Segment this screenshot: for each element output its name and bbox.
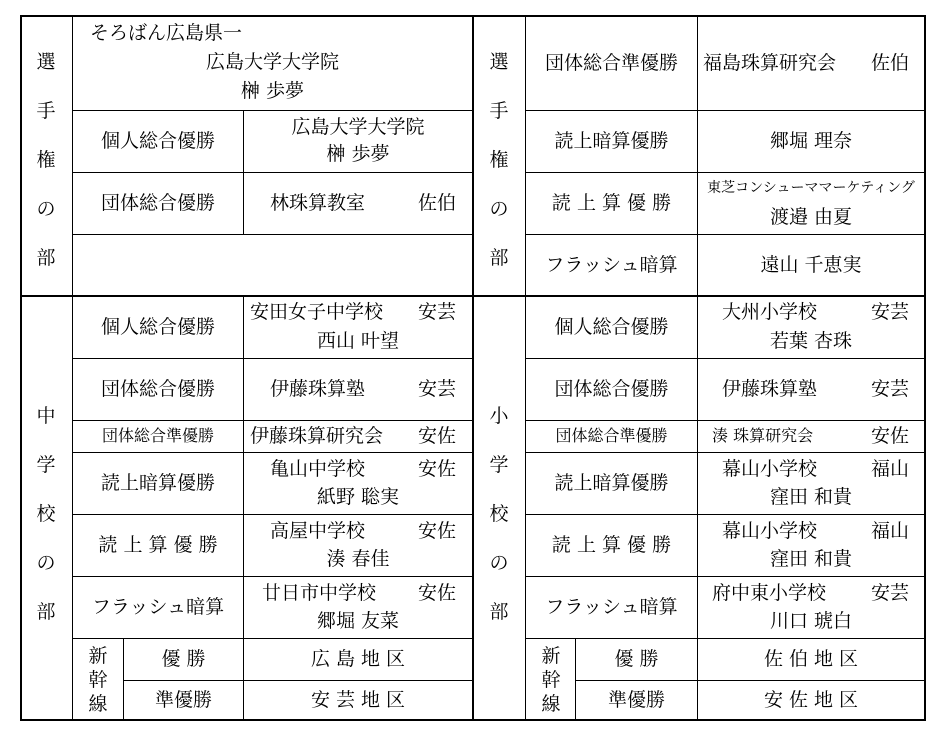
winner-school: 高屋中学校 bbox=[270, 520, 366, 542]
hiroshima-champion-school: 広島大学大学院 bbox=[205, 51, 339, 73]
shinkansen-win-label: 優 勝 bbox=[161, 648, 206, 670]
winner-area: 安佐 bbox=[418, 458, 457, 480]
winner-area: 安芸 bbox=[418, 301, 457, 323]
section-label-shogakko: 小 学 校 の 部 bbox=[489, 405, 509, 623]
winner-area: 福山 bbox=[871, 520, 910, 542]
section-label-senshuken-right: 選 手 権 の 部 bbox=[489, 51, 509, 269]
winner-area: 安芸 bbox=[871, 582, 910, 604]
award-label: フラッシュ暗算 bbox=[545, 596, 678, 618]
award-label: 読 上 算 優 勝 bbox=[551, 192, 672, 214]
winner-school: 湊 珠算研究会 bbox=[712, 426, 814, 445]
winner-school: 府中東小学校 bbox=[712, 582, 827, 604]
award-label: フラッシュ暗算 bbox=[91, 596, 225, 618]
winner-area: 佐伯 bbox=[418, 192, 457, 214]
shinkansen-runner-area: 安 佐 地 区 bbox=[763, 689, 859, 711]
winner-area: 安芸 bbox=[871, 301, 910, 323]
winner-person: 若葉 杏珠 bbox=[769, 330, 853, 352]
award-label: 読 上 算 優 勝 bbox=[98, 534, 218, 556]
shinkansen-win-label: 優 勝 bbox=[614, 648, 659, 670]
winner-area: 福山 bbox=[871, 458, 910, 480]
award-label: 個人総合優勝 bbox=[100, 130, 215, 152]
award-label: 読上暗算優勝 bbox=[100, 472, 215, 494]
winner-person: 西山 叶望 bbox=[316, 330, 400, 352]
award-label: 個人総合優勝 bbox=[554, 316, 669, 338]
winner-person: 窪田 和貴 bbox=[769, 548, 853, 570]
winner-school: 幕山小学校 bbox=[722, 520, 818, 542]
winner-school: 廿日市中学校 bbox=[262, 582, 377, 604]
shinkansen-runner-label: 準優勝 bbox=[607, 689, 665, 711]
section-label-chugakko: 中 学 校 の 部 bbox=[36, 405, 56, 623]
award-label: 団体総合準優勝 bbox=[555, 426, 668, 445]
award-label: 団体総合準優勝 bbox=[544, 52, 678, 74]
hiroshima-champion-label: そろばん広島県一 bbox=[90, 22, 243, 44]
hiroshima-champion-person: 榊 歩夢 bbox=[240, 80, 305, 102]
winner-school: 林珠算教室 bbox=[270, 192, 366, 214]
winner-area: 佐伯 bbox=[871, 52, 910, 74]
shinkansen-win-area: 佐 伯 地 区 bbox=[763, 648, 859, 670]
winner-person: 紙野 聡実 bbox=[316, 486, 400, 508]
winner-company: 東芝コンシューママーケティング bbox=[707, 180, 915, 196]
winner-school: 幕山小学校 bbox=[722, 458, 818, 480]
award-label: 団体総合準優勝 bbox=[101, 426, 214, 445]
winner-area: 安佐 bbox=[871, 425, 910, 447]
winner-area: 安芸 bbox=[418, 378, 457, 400]
shinkansen-runner-area: 安 芸 地 区 bbox=[310, 689, 406, 711]
winner-school: 福島珠算研究会 bbox=[703, 52, 837, 74]
winner-school: 広島大学大学院 bbox=[291, 116, 425, 138]
winner-area: 安佐 bbox=[418, 582, 457, 604]
award-label: 団体総合優勝 bbox=[554, 378, 669, 400]
winner-person: 榊 歩夢 bbox=[326, 143, 390, 165]
shinkansen-win-area: 広 島 地 区 bbox=[310, 648, 406, 670]
shinkansen-label: 新 幹 線 bbox=[88, 645, 108, 715]
winner-person: 遠山 千恵実 bbox=[760, 254, 862, 276]
winner-area: 安芸 bbox=[871, 378, 910, 400]
award-label: 読上暗算優勝 bbox=[554, 130, 669, 152]
winner-person: 郷堀 理奈 bbox=[769, 130, 853, 152]
winner-school: 大州小学校 bbox=[722, 301, 818, 323]
award-label: 団体総合優勝 bbox=[100, 192, 215, 214]
winner-person: 湊 春佳 bbox=[326, 548, 390, 570]
winner-school: 安田女子中学校 bbox=[250, 301, 384, 323]
shinkansen-label: 新 幹 線 bbox=[541, 645, 561, 715]
winner-school: 伊藤珠算研究会 bbox=[250, 425, 384, 447]
award-label: 個人総合優勝 bbox=[100, 316, 215, 338]
winner-person: 渡邉 由夏 bbox=[769, 206, 853, 228]
winner-area: 安佐 bbox=[418, 520, 457, 542]
winner-school: 伊藤珠算塾 bbox=[270, 378, 366, 400]
winner-school: 亀山中学校 bbox=[270, 458, 366, 480]
award-label: 読 上 算 優 勝 bbox=[551, 534, 672, 556]
winner-person: 川口 琥白 bbox=[769, 610, 853, 632]
shinkansen-runner-label: 準優勝 bbox=[154, 689, 212, 711]
winner-area: 安佐 bbox=[418, 425, 457, 447]
winner-school: 伊藤珠算塾 bbox=[722, 378, 818, 400]
award-label: 読上暗算優勝 bbox=[554, 472, 669, 494]
award-label: フラッシュ暗算 bbox=[545, 254, 678, 276]
award-label: 団体総合優勝 bbox=[100, 378, 215, 400]
winner-person: 窪田 和貴 bbox=[769, 486, 853, 508]
winner-person: 郷堀 友菜 bbox=[316, 610, 400, 632]
section-label-senshuken-left: 選 手 権 の 部 bbox=[36, 51, 56, 269]
